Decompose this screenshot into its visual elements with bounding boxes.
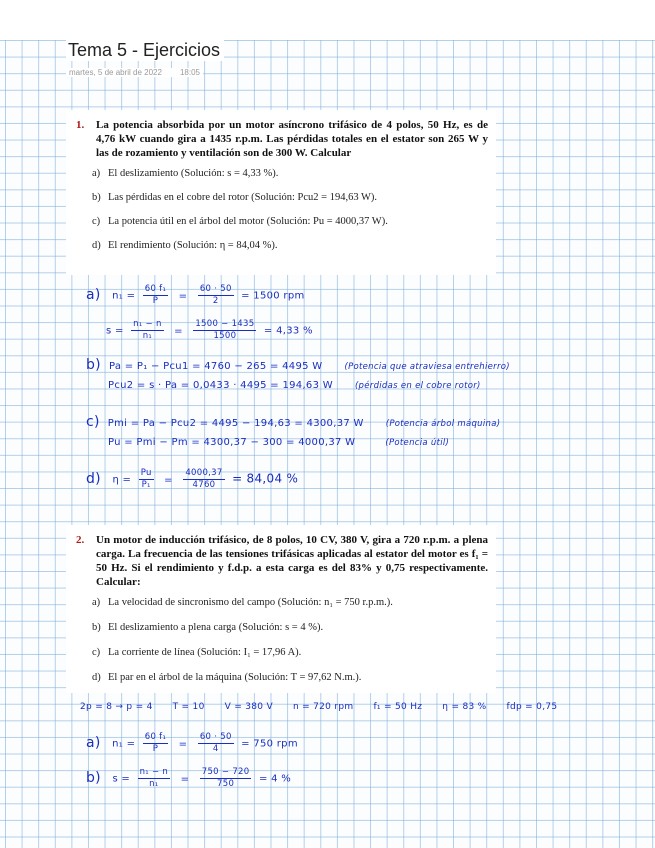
problem-1-card (66, 110, 496, 275)
work-1c-line-1: c) Pmi = Pa − Pcu2 = 4495 − 194,63 = 4300,37 W (Potencia árbol máquina) (86, 414, 501, 430)
work-1b-line-2: Pcu2 = s · Pa = 0,0433 · 4495 = 194,63 W (pérdidas en el cobre rotor) (108, 380, 481, 391)
option-item: c) La potencia útil en el árbol del motor (Solución: Pu = 4000,37 W). (92, 216, 388, 227)
work-1b-line-1: b) Pa = P₁ − Pcu1 = 4760 − 265 = 4495 W (Potencia que atraviesa entrehierro) (86, 357, 510, 373)
page-timestamp (66, 68, 203, 77)
option-item: d) El rendimiento (Solución: η = 84,04 %). (92, 240, 278, 251)
statement-text: Un motor de inducción trifásico, de 8 polos, 10 CV, 380 V, gira a 720 r.p.m. a plena carga. La frecuencia de las tensiones trifásicas aplicadas al estator del motor es f₁ = 50 Hz. Si el rendimiento y f.d.p. a esta carga es del 83% y 0,75 respectivamente. Calcular: (96, 534, 488, 588)
problem-number: 2. (76, 534, 85, 546)
work-1d-line: d) η = $\frac{Pu}{\text{P₁}}$ = $\frac{4000,37}{4760}$ = 84,04 % (86, 468, 299, 490)
problem-2-statement (66, 525, 496, 589)
page-title: Tema 5 - Ejercicios (66, 40, 224, 61)
problem-1-options (66, 160, 496, 251)
page-time: 18:05 (179, 68, 200, 77)
work-2a-line: a) n₁ = $\frac{\text{60 f₁}}{P}$ = $\frac{60 \cdot 50}{4}$ = 750 rpm (86, 732, 298, 754)
work-1a-line-2: s = $\frac{\text{n₁ − n}}{\text{n₁}}$ = $\frac{1500 - 1435}{1500}$ = 4,33 % (106, 319, 313, 341)
option-item: b) Las pérdidas en el cobre del rotor (Solución: Pcu2 = 194,63 W). (92, 192, 378, 203)
problem-number: 1. (76, 119, 85, 131)
option-item: c) La corriente de línea (Solución: I₁ = 17,96 A). (92, 647, 302, 658)
work-2b-line: b) s = $\frac{\text{n₁ − n}}{\text{n₁}}$ = $\frac{750 - 720}{750}$ = 4 % (86, 767, 292, 789)
problem-1-statement (66, 110, 496, 160)
work-2-given-values: 2p = 8 → p = 4 T = 10 V = 380 V n = 720 rpm f₁ = 50 Hz η = 83 % fdp = 0,75 (80, 702, 558, 712)
work-1c-line-2: Pu = Pmi − Pm = 4300,37 − 300 = 4000,37 W (Potencia útil) (108, 437, 450, 448)
statement-text: La potencia absorbida por un motor asíncrono trifásico de 4 polos, 50 Hz, es de 4,76 kW cuando gira a 1435 r.p.m. Las pérdidas totales en el estator son 265 W y las de rozamiento y ventilación son de 300 W. Calcular (96, 119, 488, 159)
work-1a-line-1: a) n₁ = $\frac{\text{60 f₁}}{P}$ = $\frac{60 \cdot 50}{2}$ = 1500 rpm (86, 284, 305, 306)
option-item: a) La velocidad de sincronismo del campo (Solución: n₁ = 750 r.p.m.). (92, 597, 393, 608)
problem-2-options (66, 589, 496, 683)
page-header (0, 0, 655, 95)
problem-2-card (66, 525, 496, 693)
page-date: martes, 5 de abril de 2022 (69, 68, 162, 77)
option-item: a) El deslizamiento (Solución: s = 4,33 %). (92, 168, 279, 179)
option-item: b) El deslizamiento a plena carga (Solución: s = 4 %). (92, 622, 324, 633)
option-item: d) El par en el árbol de la máquina (Solución: T = 97,62 N.m.). (92, 672, 362, 683)
